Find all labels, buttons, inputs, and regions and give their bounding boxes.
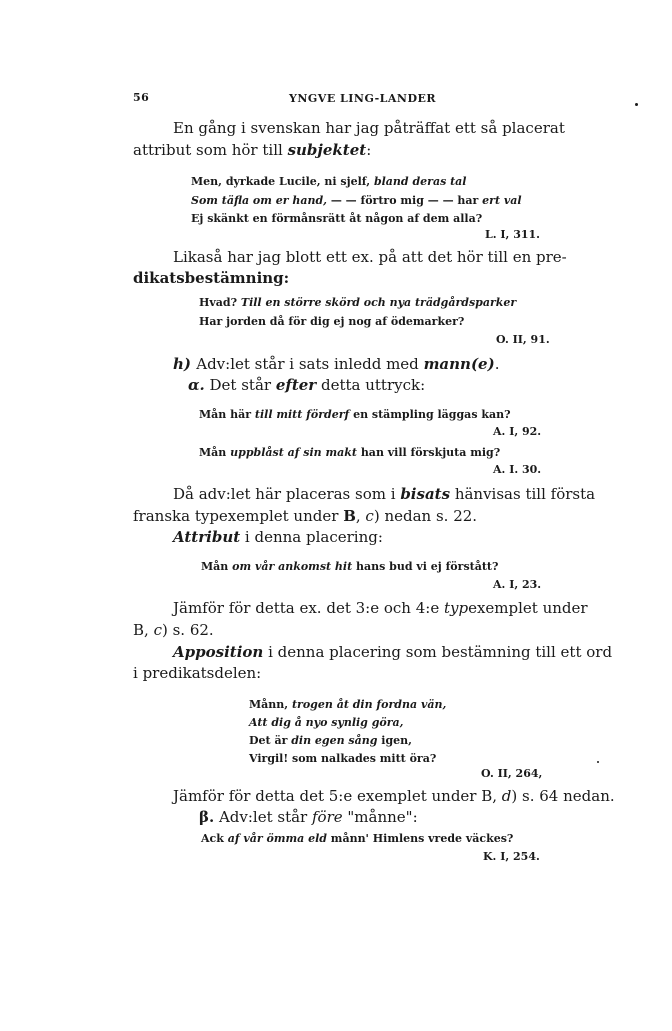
text-segment: A. I. 30. xyxy=(493,463,542,476)
quote-line xyxy=(199,316,464,327)
quote-line xyxy=(201,833,513,844)
citation xyxy=(493,464,541,475)
emphasis-text: af vår ömma eld xyxy=(227,832,327,845)
text-segment: O. II, 264, xyxy=(481,767,543,780)
text-segment: ) nedan s. 22. xyxy=(373,507,478,525)
text-segment: Då adv:let här placeras som i xyxy=(173,485,401,503)
text-segment: Mån xyxy=(201,560,233,573)
text-segment: månn' Himlens vrede väckes? xyxy=(326,832,514,845)
para-line xyxy=(173,530,383,545)
margin-speck xyxy=(635,103,638,106)
text-segment: detta uttryck: xyxy=(316,376,426,394)
text-segment: Likaså har jag blott ett ex. på att det hör till en pre- xyxy=(173,248,567,266)
emphasis-text: till mitt förderf xyxy=(254,408,350,421)
text-segment: "månne": xyxy=(342,808,418,826)
citation xyxy=(493,579,541,590)
emphasis-text: efter xyxy=(275,376,317,394)
emphasis-text: trogen åt din fordna vän, xyxy=(291,698,447,711)
text-segment: Mån xyxy=(199,446,231,459)
text-segment: han vill förskjuta mig? xyxy=(356,446,501,459)
text-segment: i denna placering som bestämning till ett ord xyxy=(263,643,613,661)
section-heading xyxy=(173,357,499,372)
text-segment: Adv:let står i sats inledd med xyxy=(196,355,424,373)
text-segment: , xyxy=(355,507,366,525)
text-segment: exemplet under xyxy=(468,599,588,617)
text-segment: hänvisas till första xyxy=(450,485,596,503)
para-line xyxy=(133,623,214,638)
emphasis-text: α. xyxy=(188,376,205,394)
text-segment: Jämför för detta det 5:e exemplet under B, xyxy=(173,787,502,805)
emphasis-text: Till en större skörd och nya trädgårdsparker xyxy=(240,296,517,309)
emphasis-text: före xyxy=(312,808,343,826)
emphasis-text: Som täfla om er hand, xyxy=(191,194,327,207)
emphasis-text: subjektet xyxy=(287,141,367,159)
text-segment: B, xyxy=(133,621,154,639)
quote-line xyxy=(191,176,466,187)
citation xyxy=(493,426,541,437)
text-segment: ) s. 62. xyxy=(161,621,214,639)
text-segment: Hvad? xyxy=(199,296,241,309)
text-segment: Ej skänkt en förmånsrätt åt någon af dem alla? xyxy=(191,212,483,225)
quote-line xyxy=(191,195,522,206)
emphasis-text: bisats xyxy=(400,485,451,503)
text-segment: i predikatsdelen: xyxy=(133,664,262,682)
quote-line xyxy=(199,297,516,308)
emphasis-text: mann(e) xyxy=(423,355,495,373)
text-segment: i denna placering: xyxy=(240,528,383,546)
text-segment: A. I, 23. xyxy=(493,578,542,591)
citation xyxy=(481,768,542,779)
emphasis-text: B xyxy=(343,507,356,525)
emphasis-text: c xyxy=(365,507,374,525)
citation xyxy=(483,851,540,862)
citation xyxy=(485,229,540,240)
emphasis-text: ert val xyxy=(482,194,522,207)
quote-line xyxy=(249,735,412,746)
citation xyxy=(496,334,550,345)
text-segment: En gång i svenskan har jag påträffat ett så placerat xyxy=(173,119,565,137)
text-segment: K. I, 254. xyxy=(483,850,540,863)
text-segment: Virgil! som nalkades mitt öra? xyxy=(249,752,437,765)
para-line xyxy=(133,143,371,158)
text-segment: igen, xyxy=(377,734,412,747)
margin-speck xyxy=(597,761,599,763)
emphasis-text: c xyxy=(153,621,162,639)
para-line xyxy=(173,487,595,502)
text-segment: A. I, 92. xyxy=(493,425,542,438)
text-segment: franska typexemplet under xyxy=(133,507,344,525)
para-line xyxy=(173,121,565,136)
quote-line xyxy=(201,561,498,572)
running-title: YNGVE LING-LANDER xyxy=(289,92,437,105)
text-segment: ) s. 64 nedan. xyxy=(511,787,615,805)
text-segment: Ack xyxy=(201,832,228,845)
para-line xyxy=(173,601,588,616)
emphasis-text: om vår ankomst hit xyxy=(232,560,353,573)
emphasis-text: bland deras tal xyxy=(373,175,467,188)
emphasis-text: β. xyxy=(199,808,215,826)
emphasis-text: Attribut xyxy=(173,528,241,546)
text-segment: . xyxy=(494,355,500,373)
quote-line xyxy=(249,717,403,728)
text-segment: Jämför för detta ex. det 3:e och 4:e xyxy=(173,599,444,617)
text-segment: attribut som hör till xyxy=(133,141,288,159)
emphasis-text: Apposition xyxy=(173,643,264,661)
text-segment: Men, dyrkade Lucile, ni sjelf, xyxy=(191,175,374,188)
emphasis-text: typ xyxy=(443,599,469,617)
para-line xyxy=(133,509,477,524)
text-segment: Mån här xyxy=(199,408,255,421)
text-segment: en stämpling läggas kan? xyxy=(349,408,511,421)
text-segment: : xyxy=(366,141,372,159)
emphasis-text: d xyxy=(501,787,512,805)
text-segment: Har jorden då för dig ej nog af ödemarker? xyxy=(199,315,465,328)
para-line xyxy=(173,645,612,660)
text-segment: L. I, 311. xyxy=(485,228,540,241)
emphasis-text: Att dig å nyo synlig göra, xyxy=(249,716,404,729)
quote-line xyxy=(199,409,511,420)
text-segment: Det står xyxy=(204,376,276,394)
text-segment: — — förtro mig — — har xyxy=(327,194,483,207)
text-segment: dikatsbestämning: xyxy=(133,269,290,287)
quote-line xyxy=(249,753,436,764)
para-line xyxy=(173,250,567,265)
quote-line xyxy=(249,699,446,710)
subsection-heading xyxy=(199,810,418,825)
para-line xyxy=(173,789,615,804)
text-segment: Månn, xyxy=(249,698,292,711)
text-segment: Adv:let står xyxy=(214,808,312,826)
quote-line xyxy=(191,213,482,224)
text-segment: Det är xyxy=(249,734,292,747)
para-line xyxy=(133,666,261,681)
para-line xyxy=(133,271,289,286)
page-number: 56 xyxy=(133,91,150,104)
text-segment: hans bud vi ej förstått? xyxy=(352,560,499,573)
emphasis-text: din egen sång xyxy=(291,734,378,747)
emphasis-text: uppblåst af sin makt xyxy=(230,446,357,459)
quote-line xyxy=(199,447,500,458)
emphasis-text: h) xyxy=(173,355,197,373)
subsection-heading xyxy=(188,378,425,393)
text-segment: O. II, 91. xyxy=(496,333,550,346)
